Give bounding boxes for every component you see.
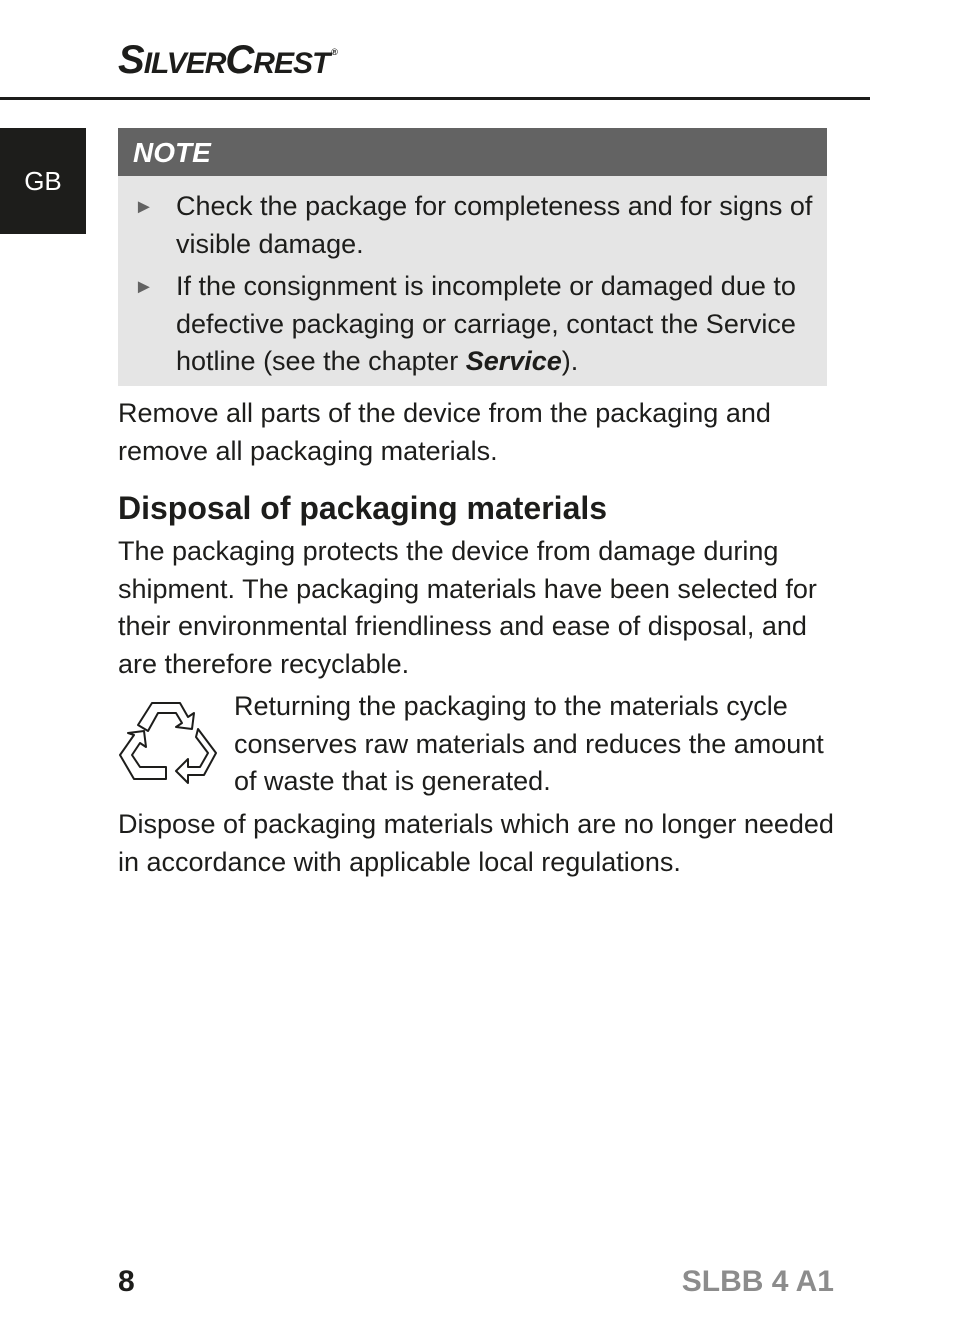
recycle-icon bbox=[118, 695, 218, 790]
model-number: SLBB 4 A1 bbox=[681, 1265, 834, 1298]
intro-paragraph: Remove all parts of the device from the packaging and remove all packaging materials. bbox=[118, 398, 771, 466]
note-box bbox=[118, 128, 827, 386]
arrow-right-icon: ► bbox=[134, 196, 154, 218]
recycle-paragraph: Returning the packaging to the materials cycle conserves raw materials and reduces the amount of waste that is generated. bbox=[234, 691, 824, 796]
note-list bbox=[118, 176, 827, 381]
closing-paragraph: Dispose of packaging materials which are no longer needed in accordance with applicable local regulations. bbox=[118, 809, 834, 877]
page-number: 8 bbox=[118, 1265, 135, 1298]
arrow-right-icon: ► bbox=[134, 276, 154, 298]
header-divider bbox=[0, 97, 870, 100]
note-title: NOTE bbox=[118, 128, 827, 176]
note-item: ► Check the package for completeness and for signs of visible damage. bbox=[134, 191, 813, 259]
service-emphasis: Service bbox=[465, 346, 562, 376]
brand-logo: SILVERCREST ® bbox=[118, 38, 337, 82]
section-paragraph: The packaging protects the device from damage during shipment. The packaging materials have been selected for their environmental friendliness and ease of disposal, and are therefore recyclable. bbox=[118, 536, 817, 679]
language-label: GB bbox=[24, 165, 62, 196]
note-item: ► If the consignment is incomplete or damaged due to defective packaging or carriage, contact the Service hotline (see the chapter Service). bbox=[134, 271, 796, 376]
section-title: Disposal of packaging materials bbox=[118, 490, 608, 526]
language-tab bbox=[0, 128, 86, 234]
